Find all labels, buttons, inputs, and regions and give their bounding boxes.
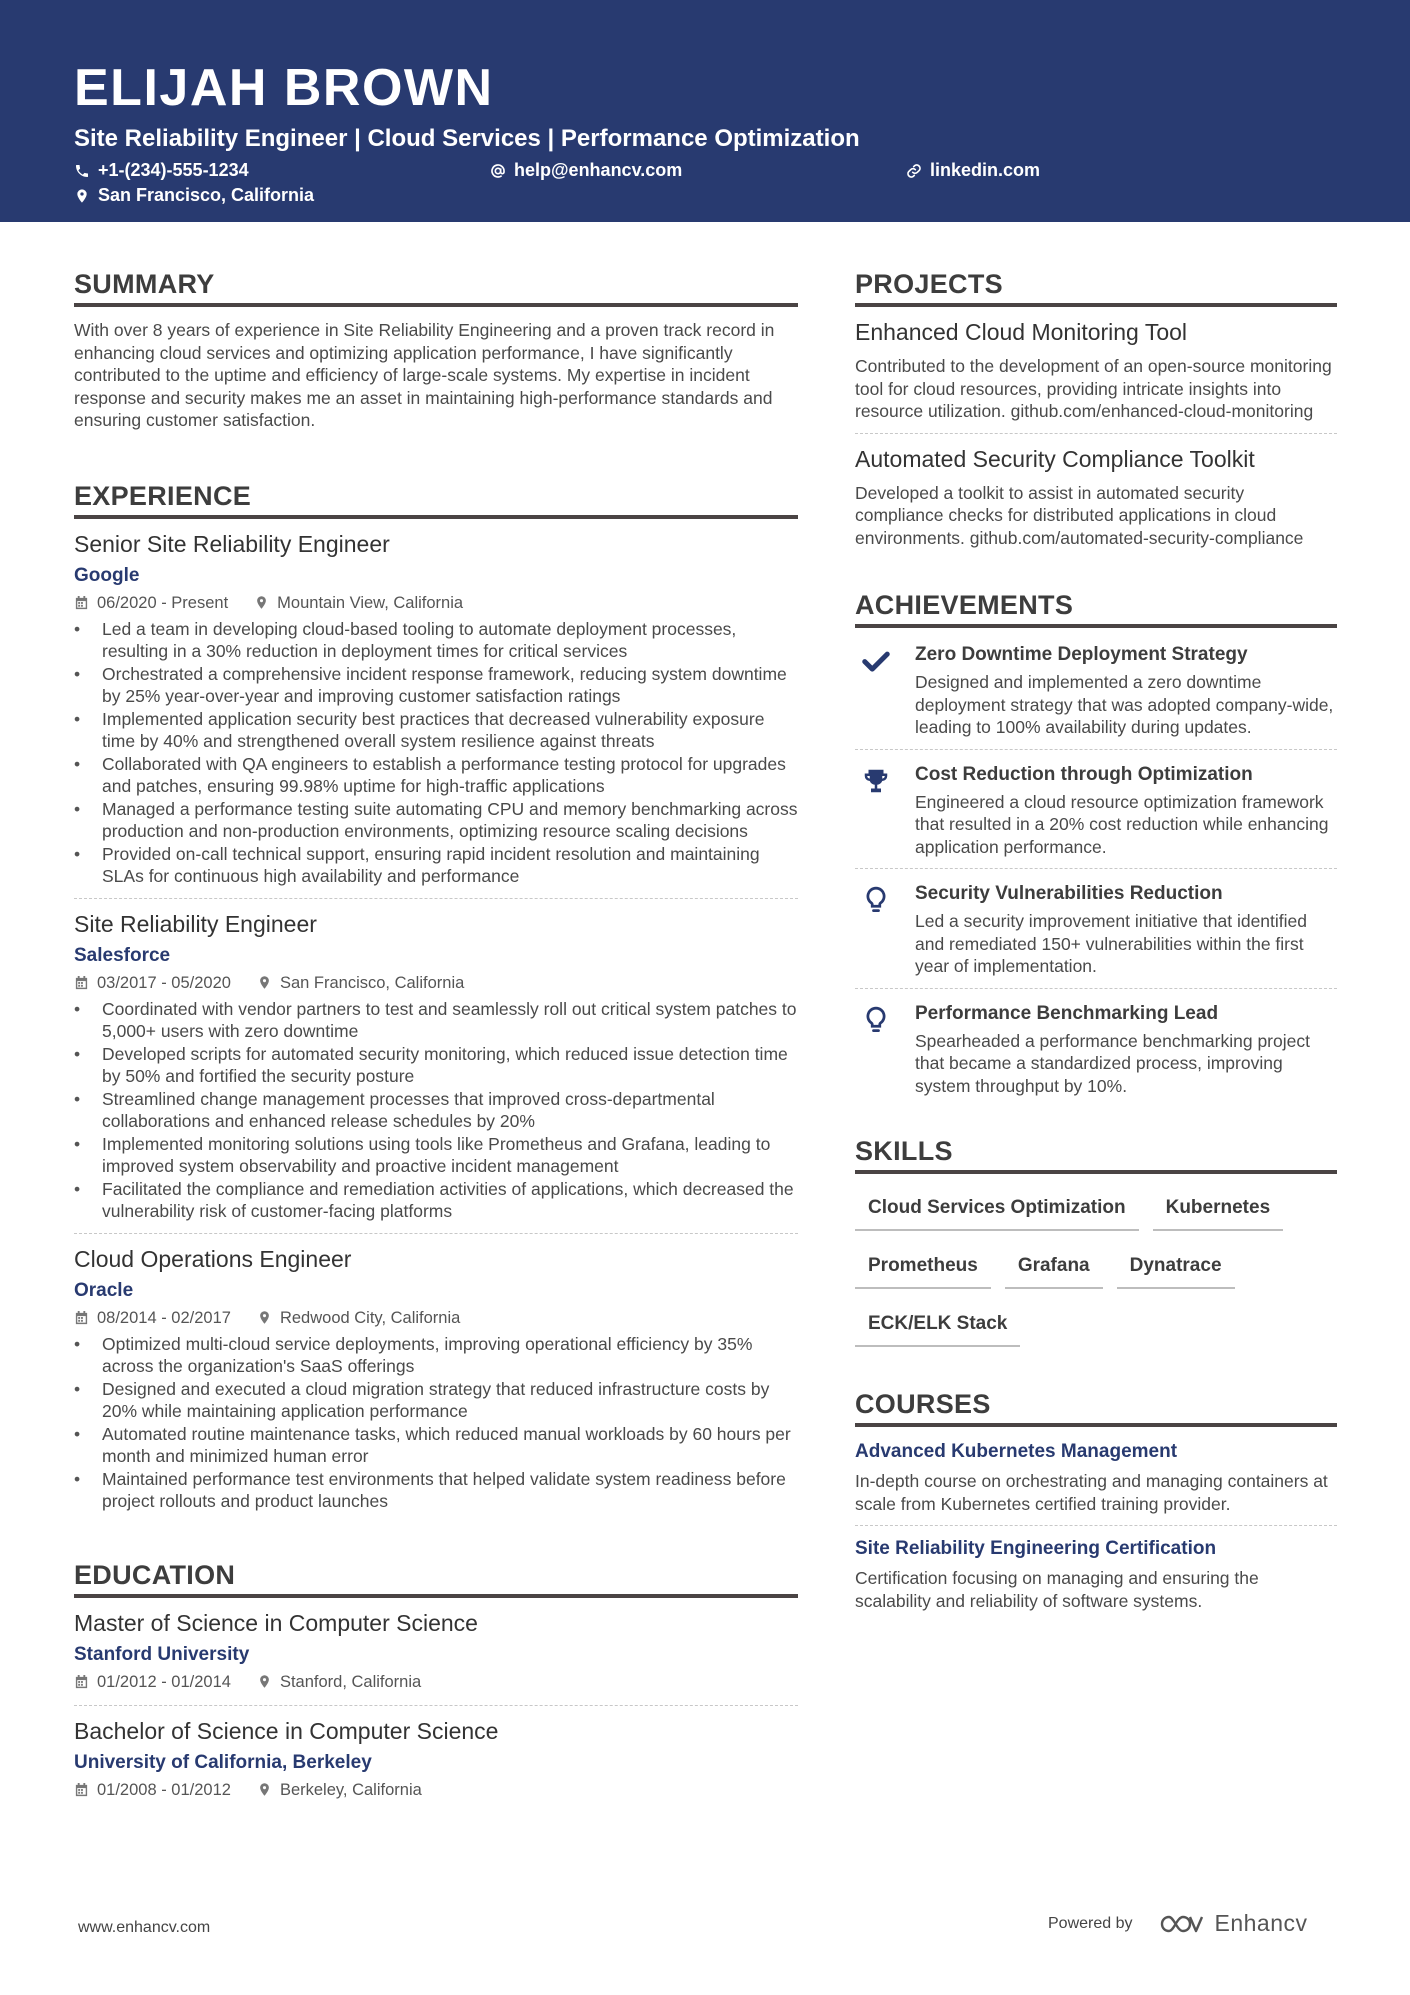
section-title-achievements: ACHIEVEMENTS [855, 589, 1337, 628]
achievement-icon-wrap [855, 881, 915, 978]
contact-info [74, 160, 1336, 212]
bullet-item: • Facilitated the compliance and remediation activities of applications, which decreased the vulnerability risk of customer-facing platforms [74, 1178, 798, 1223]
bullet-item: • Implemented monitoring solutions using tools like Prometheus and Grafana, leading to improved system observability and proactive incident management [74, 1133, 798, 1178]
experience-item [74, 909, 798, 1223]
skill-tag: Cloud Services Optimization [855, 1188, 1139, 1231]
project-description: Developed a toolkit to assist in automated security compliance checks for distributed applications in cloud environments. github.com/automated-security-compliance [855, 482, 1304, 548]
bullet-item: • Optimized multi-cloud service deployments, improving operational efficiency by 35% across the organization's SaaS offerings [74, 1333, 798, 1378]
education-meta [74, 1779, 798, 1801]
divider [855, 433, 1337, 434]
company-name: Salesforce [74, 944, 171, 966]
education-item [74, 1716, 798, 1801]
project-item [855, 444, 1337, 550]
achievement-item [855, 1001, 1337, 1098]
job-title: Senior Site Reliability Engineer [74, 530, 390, 557]
achievements-section [855, 589, 1337, 1097]
phone-text: +1-(234)-555-1234 [98, 160, 249, 180]
candidate-headline: Site Reliability Engineer | Cloud Services | Performance Optimization [74, 125, 860, 152]
achievement-body [915, 762, 1337, 859]
phone-icon [74, 163, 90, 179]
brand-logo[interactable] [1159, 1910, 1308, 1937]
email-text: help@enhancv.com [514, 160, 683, 180]
achievement-description: Led a security improvement initiative that identified and remediated 150+ vulnerabilities within the first year of implementation. [915, 911, 1308, 976]
checkmark-icon [861, 646, 891, 676]
trophy-icon [861, 766, 891, 796]
achievement-icon-wrap [855, 642, 915, 739]
calendar-icon [74, 1782, 89, 1797]
section-title-experience: EXPERIENCE [74, 480, 798, 519]
contact-email[interactable] [490, 160, 682, 181]
location-pin-icon [257, 1310, 272, 1325]
experience-section [74, 480, 798, 1513]
resume-header [0, 0, 1410, 222]
course-title: Advanced Kubernetes Management [855, 1441, 1178, 1462]
education-location: Stanford, California [257, 1671, 421, 1693]
education-location: Berkeley, California [257, 1779, 422, 1801]
achievement-title: Security Vulnerabilities Reduction [915, 883, 1223, 904]
contact-linkedin[interactable] [906, 160, 1040, 181]
achievement-item [855, 642, 1337, 739]
divider [855, 1525, 1337, 1526]
job-meta [74, 592, 798, 614]
section-title-skills: SKILLS [855, 1135, 1337, 1174]
bullet-item: • Streamlined change management processes that improved cross-departmental collaborations and enhanced release schedules by 20% [74, 1088, 798, 1133]
section-title-summary: SUMMARY [74, 268, 798, 307]
left-column [74, 268, 798, 1801]
summary-section [74, 268, 798, 432]
skill-tag: Grafana [1005, 1246, 1103, 1289]
achievement-icon-wrap [855, 762, 915, 859]
project-title: Automated Security Compliance Toolkit [855, 445, 1255, 472]
section-title-education: EDUCATION [74, 1559, 798, 1598]
bullet-item: • Designed and executed a cloud migration strategy that reduced infrastructure costs by 20% while maintaining application performance [74, 1378, 798, 1423]
brand-name: Enhancv [1214, 1910, 1308, 1936]
job-dates: 08/2014 - 02/2017 [74, 1307, 231, 1329]
summary-text: With over 8 years of experience in Site Reliability Engineering and a proven track record in enhancing cloud services and optimizing application performance, I have significantly contributed to the uptime and efficiency of large-scale systems. My expertise in incident response and security makes me an asset in maintaining high-performance standards and ensuring customer satisfaction. [74, 320, 775, 430]
courses-section [855, 1388, 1337, 1612]
project-item [855, 317, 1337, 423]
link-icon [906, 163, 922, 179]
skill-tag: Dynatrace [1117, 1246, 1235, 1289]
job-bullets [74, 998, 798, 1223]
job-meta [74, 1307, 798, 1329]
location-pin-icon [254, 595, 269, 610]
location-pin-icon [74, 188, 90, 204]
education-dates: 01/2012 - 01/2014 [74, 1671, 231, 1693]
bullet-item: • Provided on-call technical support, ensuring rapid incident resolution and maintaining SLAs for continuous high availability and performance [74, 843, 798, 888]
course-item [855, 1536, 1337, 1612]
location-pin-icon [257, 1674, 272, 1689]
calendar-icon [74, 975, 89, 990]
education-meta [74, 1671, 798, 1693]
job-title: Site Reliability Engineer [74, 910, 317, 937]
degree: Master of Science in Computer Science [74, 1609, 478, 1636]
section-title-courses: COURSES [855, 1388, 1337, 1427]
experience-item [74, 529, 798, 888]
footer-branding [1048, 1910, 1308, 1937]
job-title: Cloud Operations Engineer [74, 1245, 352, 1272]
lightbulb-icon [861, 885, 891, 915]
school-name: Stanford University [74, 1643, 250, 1665]
at-icon [490, 163, 506, 179]
divider [74, 898, 798, 899]
job-location: Redwood City, California [257, 1307, 460, 1329]
job-dates: 03/2017 - 05/2020 [74, 972, 231, 994]
candidate-name: ELIJAH BROWN [74, 59, 494, 117]
achievement-title: Cost Reduction through Optimization [915, 763, 1253, 785]
calendar-icon [74, 1310, 89, 1325]
course-description: Certification focusing on managing and ensuring the scalability and reliability of software systems. [855, 1568, 1259, 1611]
job-meta [74, 972, 798, 994]
divider [74, 1705, 798, 1706]
achievement-description: Designed and implemented a zero downtime deployment strategy that was adopted company-wide, leading to 100% availability during updates. [915, 672, 1334, 737]
school-name: University of California, Berkeley [74, 1751, 372, 1773]
achievement-body [915, 1001, 1337, 1098]
education-section [74, 1559, 798, 1801]
achievement-item [855, 762, 1337, 859]
section-title-projects: PROJECTS [855, 268, 1337, 307]
company-name: Google [74, 564, 140, 586]
education-item [74, 1608, 798, 1693]
achievement-body [915, 642, 1337, 739]
bullet-item: • Orchestrated a comprehensive incident response framework, reducing system downtime by 25% year-over-year and improving customer satisfaction ratings [74, 663, 798, 708]
bullet-item: • Led a team in developing cloud-based tooling to automate deployment processes, resulting in a 30% reduction in deployment times for critical services [74, 618, 798, 663]
calendar-icon [74, 1674, 89, 1689]
skill-tag: ECK/ELK Stack [855, 1304, 1020, 1347]
achievement-description: Engineered a cloud resource optimization framework that resulted in a 20% cost reduction while enhancing application performance. [915, 791, 1329, 857]
location-pin-icon [257, 1782, 272, 1797]
skills-list [855, 1188, 1337, 1362]
education-dates: 01/2008 - 01/2012 [74, 1779, 231, 1801]
skill-tag: Prometheus [855, 1246, 991, 1289]
job-dates: 06/2020 - Present [74, 592, 228, 614]
achievement-item [855, 881, 1337, 978]
linkedin-text: linkedin.com [930, 160, 1041, 180]
job-bullets [74, 1333, 798, 1513]
course-item [855, 1439, 1337, 1515]
bullet-item: • Developed scripts for automated security monitoring, which reduced issue detection time by 50% and fortified the security posture [74, 1043, 798, 1088]
job-location: San Francisco, California [257, 972, 464, 994]
degree: Bachelor of Science in Computer Science [74, 1717, 499, 1744]
bullet-item: • Automated routine maintenance tasks, which reduced manual workloads by 60 hours per month and minimized human error [74, 1423, 798, 1468]
divider [74, 1233, 798, 1234]
achievement-icon-wrap [855, 1001, 915, 1098]
achievement-description: Spearheaded a performance benchmarking project that became a standardized process, improving system throughput by 10%. [915, 1030, 1310, 1096]
divider [855, 868, 1337, 869]
company-name: Oracle [74, 1279, 134, 1301]
calendar-icon [74, 595, 89, 610]
bullet-item: • Collaborated with QA engineers to establish a performance testing protocol for upgrades and patches, ensuring 99.98% uptime for high-traffic applications [74, 753, 798, 798]
experience-item [74, 1244, 798, 1513]
right-column [855, 268, 1337, 1612]
achievement-body [915, 881, 1337, 978]
footer-website[interactable]: www.enhancv.com [78, 1919, 211, 1936]
course-title: Site Reliability Engineering Certification [855, 1538, 1217, 1559]
bullet-item: • Managed a performance testing suite automating CPU and memory benchmarking across production and non-production environments, optimizing resource scaling decisions [74, 798, 798, 843]
bullet-item: • Implemented application security best practices that decreased vulnerability exposure time by 40% and strengthened overall system resilience against threats [74, 708, 798, 753]
lightbulb-icon [861, 1005, 891, 1035]
divider [855, 749, 1337, 750]
projects-section [855, 268, 1337, 549]
achievement-title: Performance Benchmarking Lead [915, 1002, 1219, 1024]
project-title: Enhanced Cloud Monitoring Tool [855, 319, 1188, 345]
location-text: San Francisco, California [98, 185, 315, 205]
bullet-item: • Maintained performance test environments that helped validate system readiness before project rollouts and product launches [74, 1468, 798, 1513]
skills-section [855, 1135, 1337, 1362]
bullet-item: • Coordinated with vendor partners to test and seamlessly roll out critical system patches to 5,000+ users with zero downtime [74, 998, 798, 1043]
contact-phone [74, 160, 249, 181]
project-description: Contributed to the development of an open-source monitoring tool for cloud resources, providing intricate insights into resource utilization. github.com/enhanced-cloud-monitoring [855, 356, 1332, 421]
course-description: In-depth course on orchestrating and managing containers at scale from Kubernetes certified training provider. [855, 1471, 1328, 1514]
enhancv-logo-icon [1159, 1912, 1205, 1936]
contact-location [74, 185, 314, 206]
powered-by-text: Powered by [1048, 1914, 1133, 1932]
job-location: Mountain View, California [254, 592, 463, 614]
location-pin-icon [257, 975, 272, 990]
achievement-title: Zero Downtime Deployment Strategy [915, 644, 1248, 665]
divider [855, 988, 1337, 989]
job-bullets [74, 618, 798, 888]
skill-tag: Kubernetes [1153, 1188, 1284, 1231]
